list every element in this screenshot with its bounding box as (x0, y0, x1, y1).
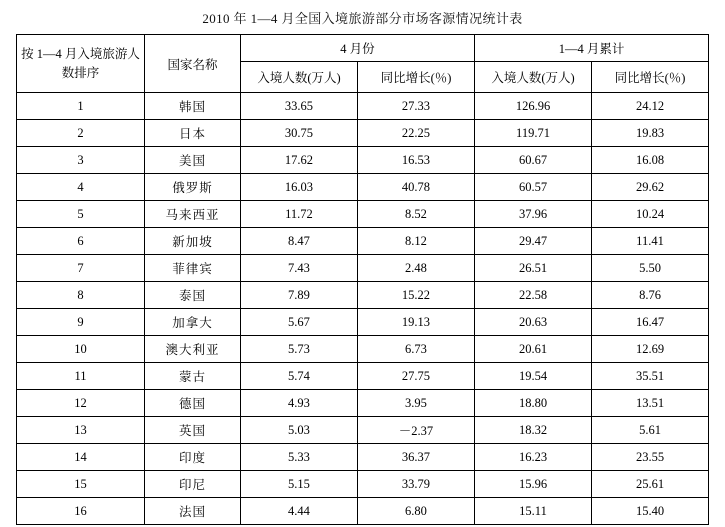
cell-cumulative-arrivals: 16.23 (475, 444, 592, 471)
cell-april-arrivals: 11.72 (240, 201, 357, 228)
cell-country: 新加坡 (144, 228, 240, 255)
cell-rank: 3 (16, 147, 144, 174)
cell-april-growth: 8.12 (357, 228, 474, 255)
cell-april-arrivals: 7.89 (240, 282, 357, 309)
cell-rank: 9 (16, 309, 144, 336)
table-row (16, 255, 708, 282)
table-row (16, 363, 708, 390)
cell-country: 法国 (144, 498, 240, 525)
cell-april-growth: 27.75 (357, 363, 474, 390)
page-title: 2010 年 1—4 月全国入境旅游部分市场客源情况统计表 (202, 11, 523, 26)
cell-april-arrivals: 33.65 (240, 93, 357, 120)
header-rank: 按 1—4 月入境旅游人数排序 (16, 35, 144, 93)
cell-rank: 6 (16, 228, 144, 255)
cell-april-growth: 6.73 (357, 336, 474, 363)
cell-rank: 13 (16, 417, 144, 444)
cell-april-arrivals: 17.62 (240, 147, 357, 174)
cell-cumulative-growth: 5.50 (592, 255, 709, 282)
table-row (16, 228, 708, 255)
cell-rank: 5 (16, 201, 144, 228)
cell-cumulative-growth: 29.62 (592, 174, 709, 201)
cell-april-growth: 40.78 (357, 174, 474, 201)
cell-april-growth: 3.95 (357, 390, 474, 417)
cell-rank: 16 (16, 498, 144, 525)
cell-country: 泰国 (144, 282, 240, 309)
cell-cumulative-growth: 35.51 (592, 363, 709, 390)
cell-country: 印尼 (144, 471, 240, 498)
cell-cumulative-arrivals: 37.96 (475, 201, 592, 228)
cell-april-arrivals: 5.33 (240, 444, 357, 471)
header-cumulative-growth: 同比增长(％) (592, 62, 709, 93)
header-row-top (16, 35, 708, 62)
cell-april-growth: －2.37 (357, 417, 474, 444)
table-row (16, 417, 708, 444)
table-row (16, 282, 708, 309)
cell-cumulative-growth: 16.08 (592, 147, 709, 174)
cell-rank: 15 (16, 471, 144, 498)
cell-rank: 4 (16, 174, 144, 201)
cell-rank: 10 (16, 336, 144, 363)
cell-cumulative-arrivals: 18.32 (475, 417, 592, 444)
cell-cumulative-arrivals: 19.54 (475, 363, 592, 390)
table-row (16, 336, 708, 363)
cell-april-arrivals: 4.93 (240, 390, 357, 417)
cell-country: 德国 (144, 390, 240, 417)
cell-rank: 2 (16, 120, 144, 147)
cell-cumulative-arrivals: 15.96 (475, 471, 592, 498)
cell-country: 韩国 (144, 93, 240, 120)
cell-cumulative-growth: 10.24 (592, 201, 709, 228)
cell-country: 蒙古 (144, 363, 240, 390)
tourism-statistics-table (16, 34, 709, 525)
header-april-growth: 同比增长(％) (357, 62, 474, 93)
header-group-cumulative: 1—4 月累计 (475, 35, 709, 62)
cell-rank: 7 (16, 255, 144, 282)
cell-april-growth: 22.25 (357, 120, 474, 147)
cell-cumulative-arrivals: 60.57 (475, 174, 592, 201)
cell-rank: 1 (16, 93, 144, 120)
cell-april-growth: 15.22 (357, 282, 474, 309)
header-group-april: 4 月份 (240, 35, 474, 62)
table-row (16, 93, 708, 120)
cell-april-arrivals: 5.73 (240, 336, 357, 363)
cell-rank: 12 (16, 390, 144, 417)
table-row (16, 444, 708, 471)
cell-cumulative-growth: 11.41 (592, 228, 709, 255)
cell-april-arrivals: 7.43 (240, 255, 357, 282)
cell-country: 日本 (144, 120, 240, 147)
cell-country: 加拿大 (144, 309, 240, 336)
table-row (16, 471, 708, 498)
cell-april-arrivals: 16.03 (240, 174, 357, 201)
table-row (16, 390, 708, 417)
cell-april-arrivals: 4.44 (240, 498, 357, 525)
cell-country: 英国 (144, 417, 240, 444)
cell-country: 菲律宾 (144, 255, 240, 282)
cell-april-arrivals: 5.74 (240, 363, 357, 390)
cell-april-growth: 16.53 (357, 147, 474, 174)
cell-cumulative-arrivals: 29.47 (475, 228, 592, 255)
cell-april-arrivals: 8.47 (240, 228, 357, 255)
cell-cumulative-arrivals: 22.58 (475, 282, 592, 309)
cell-april-growth: 6.80 (357, 498, 474, 525)
table-row (16, 120, 708, 147)
table-row (16, 174, 708, 201)
cell-april-growth: 36.37 (357, 444, 474, 471)
cell-cumulative-arrivals: 126.96 (475, 93, 592, 120)
cell-april-arrivals: 30.75 (240, 120, 357, 147)
table-row (16, 201, 708, 228)
cell-cumulative-growth: 15.40 (592, 498, 709, 525)
cell-cumulative-growth: 25.61 (592, 471, 709, 498)
header-april-arrivals: 入境人数(万人) (240, 62, 357, 93)
cell-cumulative-growth: 12.69 (592, 336, 709, 363)
cell-april-growth: 27.33 (357, 93, 474, 120)
cell-country: 澳大利亚 (144, 336, 240, 363)
cell-cumulative-growth: 16.47 (592, 309, 709, 336)
table-row (16, 309, 708, 336)
header-country: 国家名称 (144, 35, 240, 93)
cell-cumulative-arrivals: 60.67 (475, 147, 592, 174)
cell-april-growth: 2.48 (357, 255, 474, 282)
table-body (16, 93, 708, 525)
cell-cumulative-growth: 19.83 (592, 120, 709, 147)
cell-country: 马来西亚 (144, 201, 240, 228)
cell-cumulative-growth: 8.76 (592, 282, 709, 309)
cell-april-arrivals: 5.67 (240, 309, 357, 336)
cell-cumulative-arrivals: 26.51 (475, 255, 592, 282)
cell-cumulative-growth: 23.55 (592, 444, 709, 471)
cell-rank: 14 (16, 444, 144, 471)
cell-april-arrivals: 5.15 (240, 471, 357, 498)
cell-cumulative-growth: 24.12 (592, 93, 709, 120)
cell-cumulative-arrivals: 18.80 (475, 390, 592, 417)
cell-cumulative-arrivals: 20.61 (475, 336, 592, 363)
cell-cumulative-arrivals: 119.71 (475, 120, 592, 147)
cell-cumulative-growth: 5.61 (592, 417, 709, 444)
table-row (16, 147, 708, 174)
cell-cumulative-growth: 13.51 (592, 390, 709, 417)
cell-country: 俄罗斯 (144, 174, 240, 201)
cell-country: 美国 (144, 147, 240, 174)
header-cumulative-arrivals: 入境人数(万人) (475, 62, 592, 93)
cell-april-arrivals: 5.03 (240, 417, 357, 444)
cell-country: 印度 (144, 444, 240, 471)
cell-cumulative-arrivals: 15.11 (475, 498, 592, 525)
cell-cumulative-arrivals: 20.63 (475, 309, 592, 336)
cell-april-growth: 33.79 (357, 471, 474, 498)
table-row (16, 498, 708, 525)
table-header (16, 35, 708, 93)
cell-rank: 8 (16, 282, 144, 309)
cell-rank: 11 (16, 363, 144, 390)
cell-april-growth: 19.13 (357, 309, 474, 336)
cell-april-growth: 8.52 (357, 201, 474, 228)
